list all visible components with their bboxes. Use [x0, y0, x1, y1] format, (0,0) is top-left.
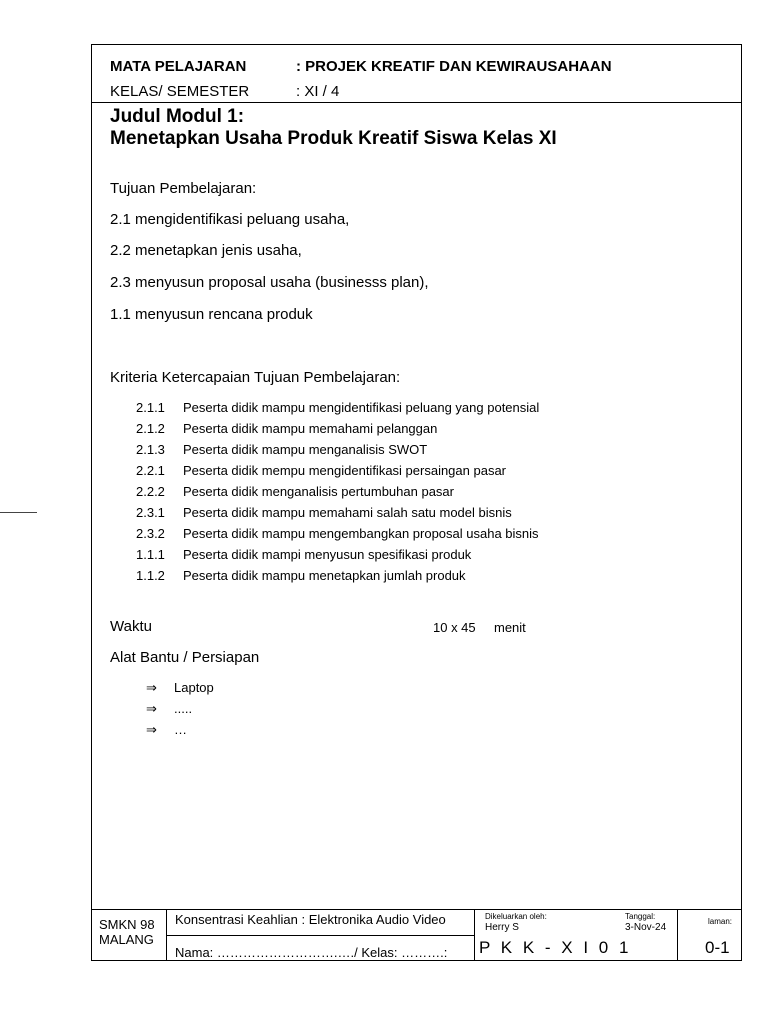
tanggal-label: Tanggal: [625, 912, 656, 921]
module-title-line1: Judul Modul 1: [110, 106, 245, 127]
halaman-label: laman: [708, 917, 733, 926]
criteria-text: Peserta didik mampi menyusun spesifikasi produk [183, 547, 472, 562]
arrow-icon: ⇒ [146, 680, 157, 695]
tanggal-value: 3-Nov-24 [625, 922, 667, 933]
school-name-line2: MALANG [99, 932, 154, 947]
criteria-num: 1.1.1 [136, 547, 165, 562]
criteria-text: Peserta didik mampu mengembangkan proposal usaha bisnis [183, 526, 539, 541]
tool-item: ..... [174, 701, 193, 716]
objective-item: 2.2 menetapkan jenis usaha, [110, 242, 302, 259]
time-label: Waktu [110, 618, 152, 635]
criteria-num: 2.3.2 [136, 526, 165, 541]
criteria-text: Peserta didik mampu memahami salah satu model bisnis [183, 505, 512, 520]
criteria-num: 2.2.1 [136, 463, 165, 478]
school-name-line1: SMKN 98 [99, 917, 155, 932]
time-unit: menit [494, 620, 526, 635]
objective-item: 2.1 mengidentifikasi peluang usaha, [110, 211, 350, 228]
mapel-value: : PROJEK KREATIF DAN KEWIRAUSAHAAN [296, 58, 612, 75]
criteria-num: 2.1.3 [136, 442, 165, 457]
tools-heading: Alat Bantu / Persiapan [110, 649, 260, 666]
footer-mid-line [166, 935, 474, 936]
footer-divider [677, 909, 678, 961]
mapel-label: MATA PELAJARAN [110, 58, 247, 75]
criteria-num: 2.1.2 [136, 421, 165, 436]
objective-item: 1.1 menyusun rencana produk [110, 306, 313, 323]
halaman-value: 0-1 [705, 938, 730, 957]
footer-top-line [91, 909, 742, 910]
criteria-num: 2.3.1 [136, 505, 165, 520]
criteria-num: 2.2.2 [136, 484, 165, 499]
arrow-icon: ⇒ [146, 722, 157, 737]
criteria-text: Peserta didik menganalisis pertumbuhan pasar [183, 484, 454, 499]
criteria-text: Peserta didik mampu mengidentifikasi peluang yang potensial [183, 400, 540, 415]
konsentrasi-keahlian: Konsentrasi Keahlian : Elektronika Audio Video [175, 912, 446, 927]
criteria-num: 1.1.2 [136, 568, 165, 583]
module-title-line2: Menetapkan Usaha Produk Kreatif Siswa Kelas XI [110, 128, 557, 149]
criteria-text: Peserta didik mampu menetapkan jumlah produk [183, 568, 466, 583]
time-value: 10 x 45 [433, 620, 476, 635]
objective-item: 2.3 menyusun proposal usaha (businesss plan), [110, 274, 429, 291]
criteria-text: Peserta didik mampu memahami pelanggan [183, 421, 438, 436]
tool-item: Laptop [174, 680, 214, 695]
header-divider [91, 102, 742, 103]
footer-divider [474, 909, 475, 961]
dikeluarkan-value: Herry S [485, 922, 519, 933]
criteria-num: 2.1.1 [136, 400, 165, 415]
criteria-text: Peserta didik mampu menganalisis SWOT [183, 442, 428, 457]
margin-mark [0, 512, 37, 513]
tool-item: … [174, 722, 187, 737]
arrow-icon: ⇒ [146, 701, 157, 716]
dikeluarkan-label: Dikeluarkan oleh: [485, 912, 547, 921]
objectives-heading: Tujuan Pembelajaran: [110, 180, 257, 197]
nama-kelas-field: Nama: ……………………….…./ Kelas: ……….: [175, 945, 448, 960]
document-code: P K K - X I 0 1 [479, 938, 632, 957]
kelas-value: : XI / 4 [296, 83, 340, 100]
criteria-text: Peserta didik mempu mengidentifikasi persaingan pasar [183, 463, 507, 478]
kelas-label: KELAS/ SEMESTER [110, 83, 250, 100]
criteria-heading: Kriteria Ketercapaian Tujuan Pembelajaran: [110, 369, 401, 386]
